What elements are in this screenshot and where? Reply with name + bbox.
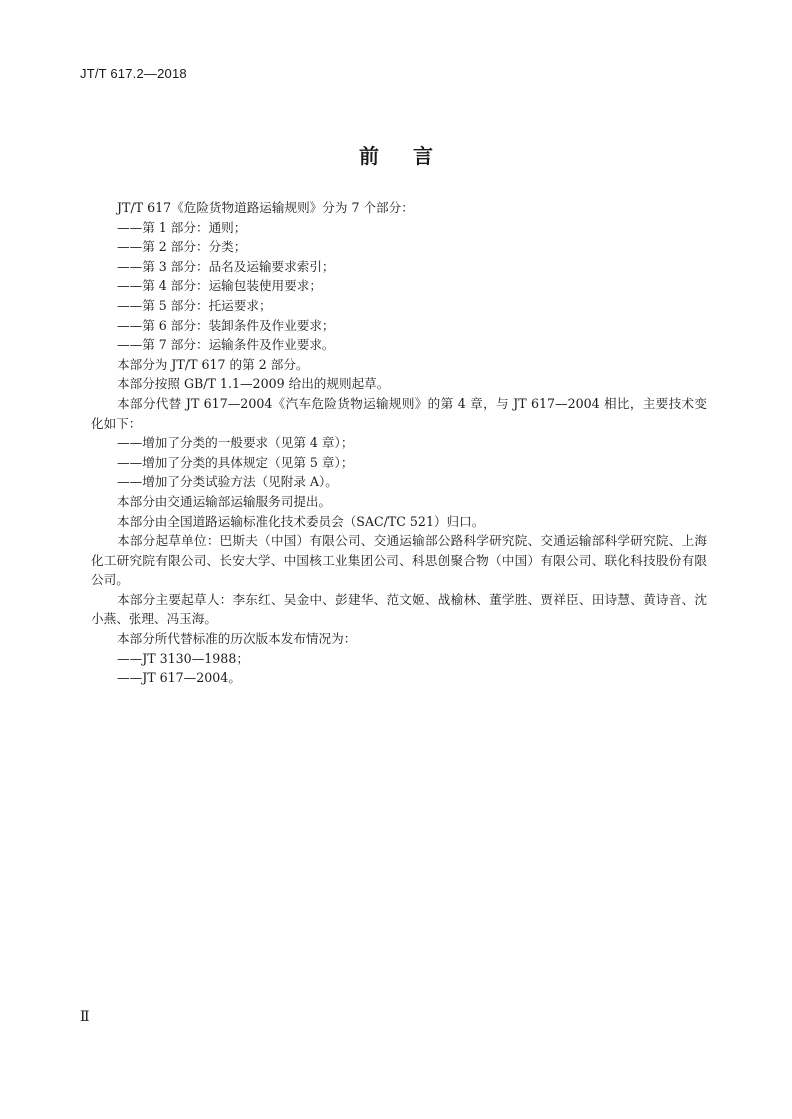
- list-item: ——第 5 部分：托运要求；: [117, 297, 272, 313]
- centralized-paragraph: 本部分由全国道路运输标准化技术委员会（SAC/TC 521）归口。: [117, 513, 485, 529]
- list-item: ——第 6 部分：装卸条件及作业要求；: [117, 317, 335, 333]
- list-item: ——JT 617—2004。: [117, 670, 241, 686]
- list-item: ——第 4 部分：运输包装使用要求；: [117, 278, 322, 294]
- list-item: ——第 7 部分：运输条件及作业要求。: [117, 337, 335, 353]
- part-of-paragraph: 本部分为 JT/T 617 的第 2 部分。: [117, 356, 309, 372]
- list-item: ——增加了分类的一般要求（见第 4 章）；: [117, 435, 354, 451]
- page-title: 前言: [359, 144, 467, 168]
- list-item: ——增加了分类试验方法（见附录 A）。: [117, 474, 338, 490]
- list-item: ——增加了分类的具体规定（见第 5 章）；: [117, 454, 354, 470]
- drafters-paragraph: 本部分主要起草人：李东红、吴金中、彭建华、范文姬、战榆林、董学胜、贾祥臣、田诗慧、黄诗音、沈小燕、张理、冯玉海。: [91, 591, 707, 627]
- rules-paragraph: 本部分按照 GB/T 1.1—2009 给出的规则起草。: [117, 376, 390, 392]
- intro-paragraph: JT/T 617《危险货物道路运输规则》分为 7 个部分：: [117, 200, 414, 215]
- drafting-units-paragraph: 本部分起草单位：巴斯夫（中国）有限公司、交通运输部公路科学研究院、交通运输部科学研究院、上海化工研究院有限公司、长安大学、中国核工业集团公司、科思创聚合物（中国）有限公司、联化科技股份有限公司。: [91, 533, 707, 588]
- history-paragraph: 本部分所代替标准的历次版本发布情况为：: [117, 631, 357, 647]
- page-number: Ⅱ: [80, 1009, 90, 1025]
- list-item: ——第 1 部分：通则；: [117, 219, 247, 235]
- standard-code: JT/T 617.2—2018: [80, 66, 187, 81]
- foreword-body: [91, 198, 707, 688]
- list-item: ——第 3 部分：品名及运输要求索引；: [117, 258, 335, 274]
- proposed-paragraph: 本部分由交通运输部运输服务司提出。: [117, 493, 332, 509]
- replace-paragraph: 本部分代替 JT 617—2004《汽车危险货物运输规则》的第 4 章，与 JT 617—2004 相比，主要技术变化如下：: [91, 395, 707, 431]
- list-item: ——JT 3130—1988；: [117, 650, 249, 666]
- list-item: ——第 2 部分：分类；: [117, 239, 247, 255]
